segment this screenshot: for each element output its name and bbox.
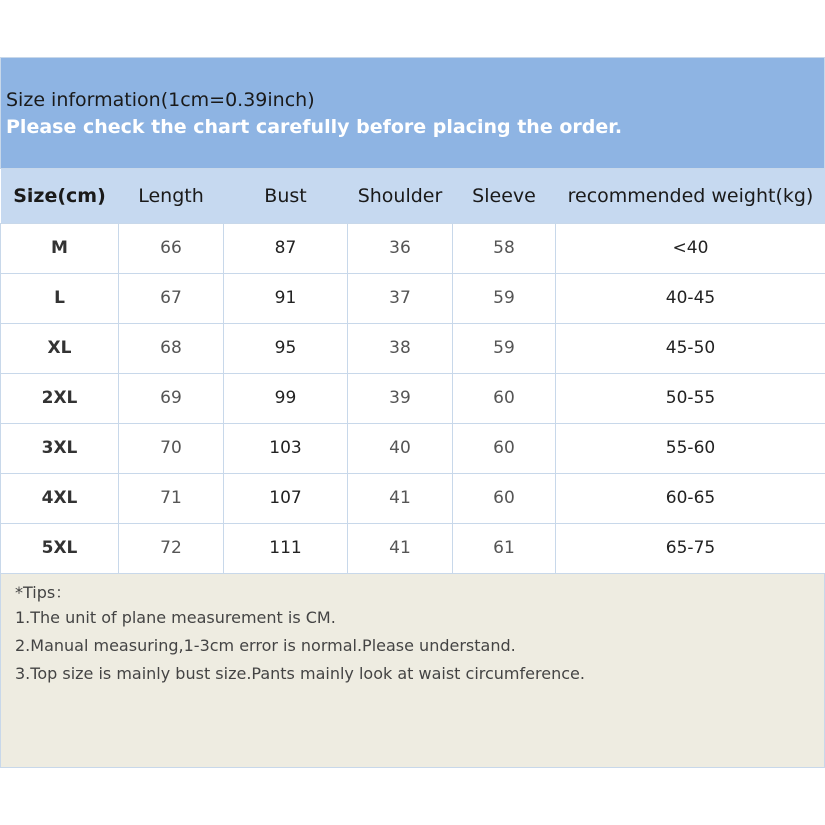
sleeve-cell: 60 bbox=[453, 473, 556, 523]
length-cell: 70 bbox=[119, 423, 224, 473]
weight-cell: 65-75 bbox=[556, 523, 825, 573]
weight-cell: 45-50 bbox=[556, 323, 825, 373]
sleeve-cell: 60 bbox=[453, 373, 556, 423]
length-cell: 71 bbox=[119, 473, 224, 523]
tips-title: *Tips： bbox=[15, 583, 72, 602]
bust-cell: 99 bbox=[224, 373, 348, 423]
column-header-shoulder: Shoulder bbox=[357, 184, 443, 207]
sleeve-cell: 58 bbox=[453, 223, 556, 273]
weight-cell: 55-60 bbox=[556, 423, 825, 473]
shoulder-cell: 38 bbox=[348, 323, 453, 373]
order-warning: Please check the chart carefully before placing the order. bbox=[6, 116, 623, 138]
tip-item: 2.Manual measuring,1-3cm error is normal.Please understand. bbox=[15, 636, 516, 655]
weight-cell: 60-65 bbox=[556, 473, 825, 523]
column-header-length: Length bbox=[138, 184, 204, 207]
shoulder-cell: 36 bbox=[348, 223, 453, 273]
table-row bbox=[1, 273, 825, 323]
sleeve-cell: 61 bbox=[453, 523, 556, 573]
length-cell: 69 bbox=[119, 373, 224, 423]
size-cell: 3XL bbox=[1, 423, 119, 473]
shoulder-cell: 41 bbox=[348, 473, 453, 523]
weight-cell: <40 bbox=[556, 223, 825, 273]
tip-item: 1.The unit of plane measurement is CM. bbox=[15, 608, 336, 627]
size-chart bbox=[0, 57, 825, 768]
size-cell: 2XL bbox=[1, 373, 119, 423]
shoulder-cell: 37 bbox=[348, 273, 453, 323]
length-cell: 68 bbox=[119, 323, 224, 373]
shoulder-cell: 40 bbox=[348, 423, 453, 473]
table-row bbox=[1, 373, 825, 423]
size-cell: XL bbox=[1, 323, 119, 373]
bust-cell: 103 bbox=[224, 423, 348, 473]
table-row bbox=[1, 223, 825, 273]
table-header-row bbox=[1, 169, 825, 223]
sleeve-cell: 59 bbox=[453, 273, 556, 323]
size-cell: 4XL bbox=[1, 473, 119, 523]
sleeve-cell: 59 bbox=[453, 323, 556, 373]
sleeve-cell: 60 bbox=[453, 423, 556, 473]
shoulder-cell: 39 bbox=[348, 373, 453, 423]
table-row bbox=[1, 323, 825, 373]
bust-cell: 95 bbox=[224, 323, 348, 373]
size-cell: L bbox=[1, 273, 119, 323]
length-cell: 67 bbox=[119, 273, 224, 323]
column-header-size: Size(cm) bbox=[13, 184, 106, 207]
length-cell: 66 bbox=[119, 223, 224, 273]
table-row bbox=[1, 473, 825, 523]
weight-cell: 40-45 bbox=[556, 273, 825, 323]
column-header-weight: recommended weight(kg) bbox=[567, 184, 814, 207]
column-header-sleeve: Sleeve bbox=[472, 184, 536, 207]
column-header-bust: Bust bbox=[264, 184, 307, 207]
tips-panel bbox=[0, 573, 825, 768]
bust-cell: 91 bbox=[224, 273, 348, 323]
bust-cell: 107 bbox=[224, 473, 348, 523]
size-cell: 5XL bbox=[1, 523, 119, 573]
size-table bbox=[0, 169, 825, 574]
shoulder-cell: 41 bbox=[348, 523, 453, 573]
table-row bbox=[1, 423, 825, 473]
size-info-title: Size information(1cm=0.39inch) bbox=[6, 89, 315, 111]
length-cell: 72 bbox=[119, 523, 224, 573]
size-cell: M bbox=[1, 223, 119, 273]
bust-cell: 111 bbox=[224, 523, 348, 573]
size-info-banner bbox=[0, 57, 825, 169]
table-row bbox=[1, 523, 825, 573]
bust-cell: 87 bbox=[224, 223, 348, 273]
tip-item: 3.Top size is mainly bust size.Pants mainly look at waist circumference. bbox=[15, 664, 585, 683]
weight-cell: 50-55 bbox=[556, 373, 825, 423]
